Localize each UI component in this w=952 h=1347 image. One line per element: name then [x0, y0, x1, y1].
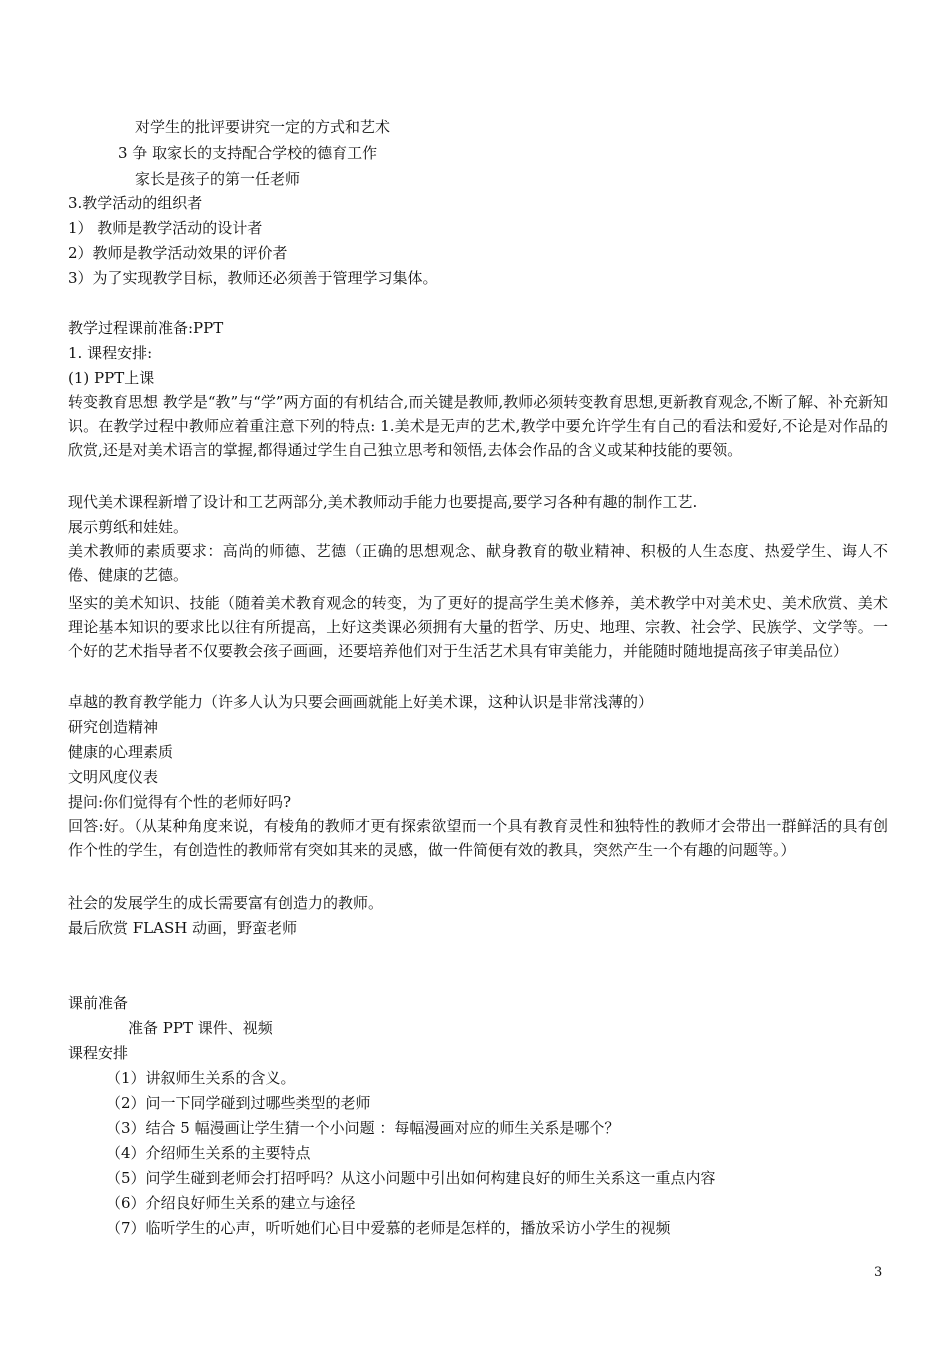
text-line: 对学生的批评要讲究一定的方式和艺术 — [135, 118, 391, 136]
paragraph: 展示剪纸和娃娃。 — [68, 518, 189, 536]
list-item: （6）介绍良好师生关系的建立与途径 — [106, 1194, 356, 1212]
section-heading: 课前准备 — [68, 994, 129, 1012]
paragraph: 美术教师的素质要求：高尚的师德、艺德（正确的思想观念、献身教育的敬业精神、积极的人生态度、热爱学生、诲人不倦、健康的艺德。 — [68, 542, 888, 584]
paragraph: 现代美术课程新增了设计和工艺两部分,美术教师动手能力也要提高,要学习各种有趣的制作工艺. — [68, 493, 698, 511]
section-heading: 3.教学活动的组织者 — [68, 194, 203, 212]
paragraph: 坚实的美术知识、技能（随着美术教育观念的转变，为了更好的提高学生美术修养，美术教学中对美术史、美术欣赏、美术理论基本知识的要求比以往有所提高，上好这类课必须拥有大量的哲学、历史、地理、宗教、社会学、民族学、文学等。一个好的艺术指导者不仅要教会孩子画画，还要培养他们对于生活艺术具有审美能力，并能随时随地提高孩子审美品位） — [68, 594, 888, 660]
text-line: 3 争 取家长的支持配合学校的德育工作 — [118, 144, 378, 162]
paragraph: 转变教育思想 教学是“教”与“学”两方面的有机结合,而关键是教师,教师必须转变教育思想,更新教育观念,不断了解、补充新知识。在教学过程中教师应着重注意下列的特点: 1.美术是无声的艺术,教学中要允许学生有自己的看法和爱好,不论是对作品的欣赏,还是对美术语言的掌握,都得通过学生自己独立思考和领悟,去体会作品的含义或某种技能的要领。 — [68, 393, 888, 459]
list-item: 3）为了实现教学目标，教师还必须善于管理学习集体。 — [68, 269, 438, 287]
paragraph: 社会的发展学生的成长需要富有创造力的教师。 — [68, 894, 384, 912]
paragraph: 最后欣赏 FLASH 动画，野蛮老师 — [68, 919, 298, 937]
list-item: 2）教师是教学活动效果的评价者 — [68, 244, 288, 262]
list-item: （5）问学生碰到老师会打招呼吗？从这小问题中引出如何构建良好的师生关系这一重点内容 — [106, 1169, 716, 1187]
list-item: （7）临听学生的心声，听听她们心目中爱慕的老师是怎样的，播放采访小学生的视频 — [106, 1219, 671, 1237]
subheading: (1) PPT上课 — [68, 369, 155, 387]
paragraph: 研究创造精神 — [68, 718, 159, 736]
text-line: 家长是孩子的第一任老师 — [135, 170, 301, 188]
answer: 回答:好。（从某种角度来说，有棱角的教师才更有探索欲望而一个具有教育灵性和独特性的教师才会带出一群鲜活的具有创作个性的学生，有创造性的教师常有突如其来的灵感，做一件简便有效的教具，突然产生一个有趣的问题等。） — [68, 817, 888, 859]
section-heading: 课程安排 — [68, 1044, 129, 1062]
text-line: 准备 PPT 课件、视频 — [128, 1019, 273, 1037]
paragraph: 健康的心理素质 — [68, 743, 174, 761]
list-item: 1） 教师是教学活动的设计者 — [68, 219, 263, 237]
list-item: （1）讲叙师生关系的含义。 — [106, 1069, 296, 1087]
question: 提问:你们觉得有个性的老师好吗? — [68, 793, 292, 811]
list-item: （3）结合 5 幅漫画让学生猜一个小问题 ：每幅漫画对应的师生关系是哪个？ — [106, 1119, 620, 1137]
paragraph: 文明风度仪表 — [68, 768, 159, 786]
page-number: 3 — [874, 1265, 883, 1280]
subheading: 1. 课程安排: — [68, 344, 153, 362]
section-heading: 教学过程课前准备:PPT — [68, 319, 224, 337]
list-item: （2）问一下同学碰到过哪些类型的老师 — [106, 1094, 371, 1112]
paragraph: 卓越的教育教学能力（许多人认为只要会画画就能上好美术课，这种认识是非常浅薄的） — [68, 693, 654, 711]
list-item: （4）介绍师生关系的主要特点 — [106, 1144, 311, 1162]
